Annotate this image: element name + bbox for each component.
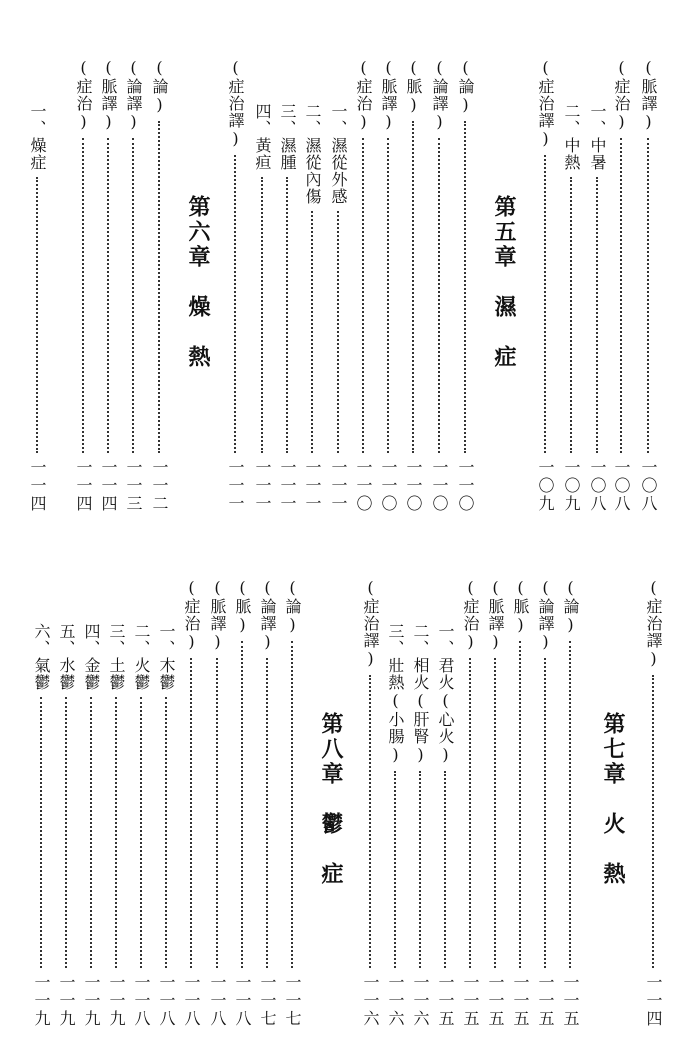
toc-entry	[103, 623, 129, 1028]
page-number: 一一〇	[456, 459, 475, 513]
toc-entry	[95, 58, 121, 513]
entry-label: (脈)	[511, 578, 530, 635]
toc-entry	[357, 578, 383, 1028]
page-number: 一一二	[150, 459, 169, 513]
entry-label: (症治)	[461, 578, 480, 652]
toc-entry	[70, 58, 96, 513]
entry-label: 四、金鬱	[82, 623, 101, 691]
entry-label: (症治譯)	[536, 58, 555, 149]
dot-leader	[569, 641, 571, 968]
entry-label: 二、相火(肝腎)	[411, 623, 430, 765]
page-number: 一一一	[253, 459, 272, 513]
entry-label: (脈譯)	[208, 578, 227, 652]
entry-label: (論)	[283, 578, 302, 635]
entry-label: (脈譯)	[99, 58, 118, 132]
page-number: 一一〇	[354, 459, 373, 513]
page-number: 一〇九	[536, 459, 555, 513]
dot-leader	[266, 658, 268, 968]
page-number: 一一三	[124, 459, 143, 513]
page-number: 一一四	[74, 459, 93, 513]
chapter-heading: 第六章 燥 熱	[185, 195, 211, 370]
toc-entry	[584, 103, 610, 513]
dot-leader	[394, 771, 396, 968]
page-number: 一一四	[99, 459, 118, 513]
dot-leader	[115, 697, 117, 968]
dot-leader	[234, 155, 236, 453]
dot-leader	[419, 771, 421, 968]
entry-label: 六、氣鬱	[32, 623, 51, 691]
entry-label: (症治)	[612, 58, 631, 132]
entry-label: (論譯)	[258, 578, 277, 652]
toc-entry	[432, 623, 458, 1028]
entry-label: 三、濕腫	[278, 103, 297, 171]
page-number: 一一五	[461, 974, 480, 1028]
dot-leader	[261, 177, 263, 453]
page-number: 一一七	[283, 974, 302, 1028]
dot-leader	[82, 138, 84, 453]
page-number: 一一九	[32, 974, 51, 1028]
dot-leader	[387, 138, 389, 453]
entry-label: 二、火鬱	[132, 623, 151, 691]
page-number: 一一五	[436, 974, 455, 1028]
entry-label: (論)	[456, 58, 475, 115]
page-number: 一一〇	[404, 459, 423, 513]
page-number: 一一一	[329, 459, 348, 513]
toc-entry	[635, 58, 661, 513]
dot-leader	[107, 138, 109, 453]
toc-entry	[249, 103, 275, 513]
dot-leader	[570, 177, 572, 453]
entry-label: 一、燥症	[28, 103, 47, 171]
entry-label: 三、土鬱	[107, 623, 126, 691]
page-number: 一一六	[411, 974, 430, 1028]
page-number: 一一一	[226, 459, 245, 513]
page-number: 一一九	[107, 974, 126, 1028]
toc-entry	[222, 58, 248, 513]
dot-leader	[647, 138, 649, 453]
page-number: 一一五	[511, 974, 530, 1028]
toc-entry	[153, 623, 179, 1028]
dot-leader	[464, 121, 466, 453]
entry-label: (症治)	[74, 58, 93, 132]
page-number: 一〇九	[562, 459, 581, 513]
chapter-heading: 第七章 火 熱	[600, 712, 626, 887]
entry-label: (脈)	[404, 58, 423, 115]
page-number: 一一〇	[379, 459, 398, 513]
toc-entry	[128, 623, 154, 1028]
entry-label: (論)	[561, 578, 580, 635]
page-number: 一一四	[644, 974, 663, 1028]
dot-leader	[311, 211, 313, 453]
entry-label: (脈譯)	[486, 578, 505, 652]
toc-entry	[78, 623, 104, 1028]
dot-leader	[337, 211, 339, 453]
toc-entry	[532, 58, 558, 513]
dot-leader	[286, 177, 288, 453]
page-number: 一一五	[486, 974, 505, 1028]
entry-label: (脈譯)	[379, 58, 398, 132]
page-number: 一一一	[278, 459, 297, 513]
page-number: 一一九	[82, 974, 101, 1028]
entry-label: 一、木鬱	[157, 623, 176, 691]
entry-label: 五、水鬱	[57, 623, 76, 691]
page-number: 一一一	[303, 459, 322, 513]
toc-entry	[400, 58, 426, 513]
toc-entry	[382, 623, 408, 1028]
page-number: 一一六	[361, 974, 380, 1028]
toc-entry	[254, 578, 280, 1028]
dot-leader	[132, 138, 134, 453]
entry-label: 二、濕從內傷	[303, 103, 322, 205]
toc-entry	[178, 578, 204, 1028]
entry-label: 二、中熱	[562, 103, 581, 171]
page-number: 一一八	[182, 974, 201, 1028]
chapter-heading: 第五章 濕 症	[491, 195, 517, 370]
toc-entry	[146, 58, 172, 513]
toc-entry	[482, 578, 508, 1028]
entry-label: (脈譯)	[639, 58, 658, 132]
toc-entry	[204, 578, 230, 1028]
page-number: 一一〇	[430, 459, 449, 513]
dot-leader	[241, 641, 243, 968]
dot-leader	[494, 658, 496, 968]
dot-leader	[165, 697, 167, 968]
entry-label: (論譯)	[430, 58, 449, 132]
toc-entry	[350, 58, 376, 513]
toc-entry	[407, 623, 433, 1028]
entry-label: (論譯)	[536, 578, 555, 652]
page-number: 一一五	[561, 974, 580, 1028]
toc-entry	[426, 58, 452, 513]
toc-entry	[532, 578, 558, 1028]
toc-entry	[28, 623, 54, 1028]
page-number: 一〇八	[588, 459, 607, 513]
entry-label: 一、濕從外感	[329, 103, 348, 205]
entry-label: (論譯)	[124, 58, 143, 132]
toc-entry	[53, 623, 79, 1028]
dot-leader	[291, 641, 293, 968]
page-number: 一一四	[28, 459, 47, 513]
toc-entry	[452, 58, 478, 513]
entry-label: (論)	[150, 58, 169, 115]
toc-entry	[640, 578, 666, 1028]
entry-label: 四、黃疸	[253, 103, 272, 171]
dot-leader	[140, 697, 142, 968]
page-number: 一一七	[258, 974, 277, 1028]
toc-entry	[507, 578, 533, 1028]
page-number: 一一八	[233, 974, 252, 1028]
toc-entry	[299, 103, 325, 513]
entry-label: (症治譯)	[226, 58, 245, 149]
dot-leader	[444, 771, 446, 968]
page-number: 一一六	[386, 974, 405, 1028]
entry-label: 一、君火(心火)	[436, 623, 455, 765]
entry-label: (症治譯)	[644, 578, 663, 669]
dot-leader	[190, 658, 192, 968]
dot-leader	[652, 675, 654, 968]
toc-entry	[120, 58, 146, 513]
toc-entry	[375, 58, 401, 513]
dot-leader	[620, 138, 622, 453]
entry-label: 三、壯熱(小腸)	[386, 623, 405, 765]
dot-leader	[369, 675, 371, 968]
dot-leader	[438, 138, 440, 453]
page-number: 一〇八	[639, 459, 658, 513]
dot-leader	[158, 121, 160, 453]
toc-entry	[229, 578, 255, 1028]
entry-label: (症治)	[354, 58, 373, 132]
dot-leader	[596, 177, 598, 453]
toc-entry	[457, 578, 483, 1028]
toc-entry	[608, 58, 634, 513]
chapter-heading: 第八章 鬱 症	[318, 712, 344, 887]
dot-leader	[412, 121, 414, 453]
dot-leader	[216, 658, 218, 968]
toc-entry	[558, 103, 584, 513]
page-number: 一一八	[132, 974, 151, 1028]
page-number: 一一八	[157, 974, 176, 1028]
page-number: 一一五	[536, 974, 555, 1028]
dot-leader	[469, 658, 471, 968]
dot-leader	[90, 697, 92, 968]
toc-entry	[274, 103, 300, 513]
dot-leader	[65, 697, 67, 968]
entry-label: (脈)	[233, 578, 252, 635]
toc-entry	[557, 578, 583, 1028]
entry-label: (症治)	[182, 578, 201, 652]
entry-label: 一、中暑	[588, 103, 607, 171]
entry-label: (症治譯)	[361, 578, 380, 669]
page-number: 一一九	[57, 974, 76, 1028]
page-number: 一〇八	[612, 459, 631, 513]
toc-entry	[24, 103, 50, 513]
dot-leader	[36, 177, 38, 453]
dot-leader	[544, 155, 546, 453]
dot-leader	[544, 658, 546, 968]
page-number: 一一八	[208, 974, 227, 1028]
dot-leader	[40, 697, 42, 968]
dot-leader	[362, 138, 364, 453]
toc-entry	[325, 103, 351, 513]
toc-entry	[279, 578, 305, 1028]
dot-leader	[519, 641, 521, 968]
